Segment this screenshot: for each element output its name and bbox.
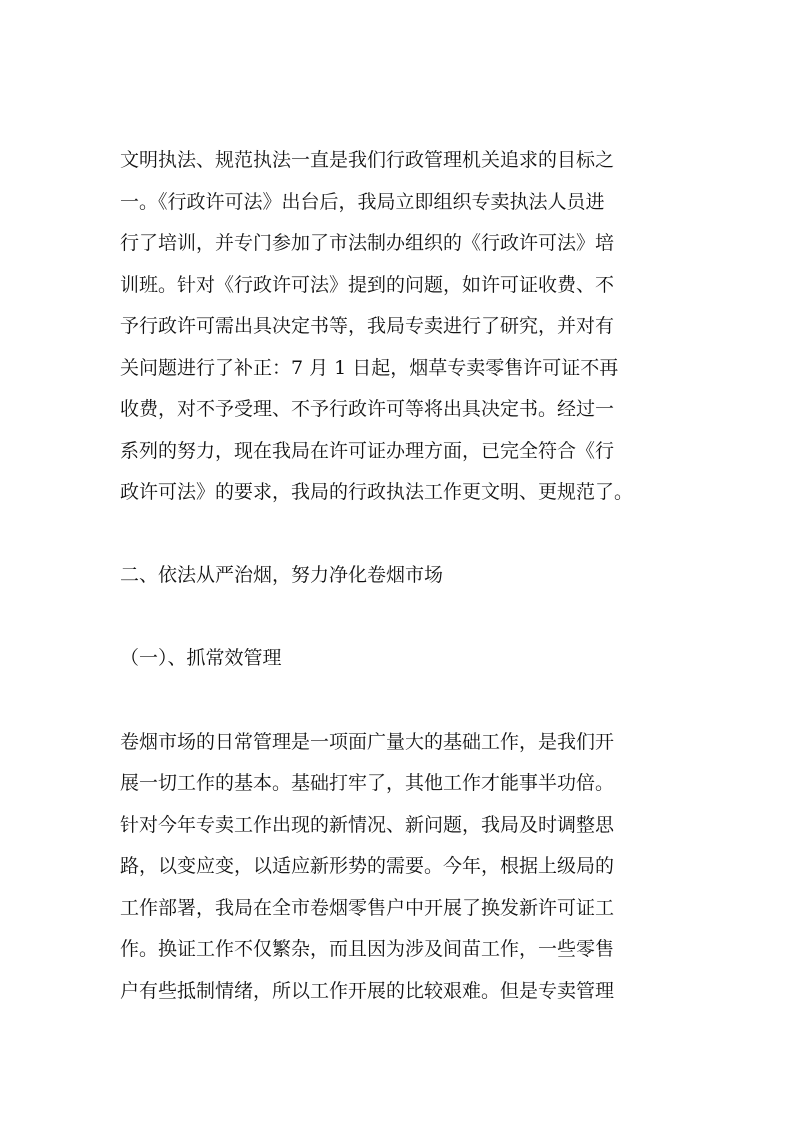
paragraph-2-line-7: 户有些抵制情绪，所以工作开展的比较艰难。但是专卖管理: [120, 980, 615, 1002]
paragraph-2-line-6: 作。换证工作不仅繁杂，而且因为涉及间苗工作，一些零售: [120, 938, 615, 960]
paragraph-2-line-3: 针对今年专卖工作出现的新情况、新问题，我局及时调整思: [120, 814, 615, 836]
paragraph-1-line-9: 政许可法》的要求，我局的行政执法工作更文明、更规范了。: [120, 481, 634, 503]
section-heading: 二、依法从严治烟，努力净化卷烟市场: [120, 564, 444, 586]
paragraph-1-line-4: 训班。针对《行政许可法》提到的问题，如许可证收费、不: [120, 274, 615, 296]
paragraph-1-line-8: 系列的努力，现在我局在许可证办理方面，已完全符合《行: [120, 440, 615, 462]
paragraph-1-line-6: 关问题进行了补正：7 月 1 日起，烟草专卖零售许可证不再: [120, 357, 619, 379]
paragraph-1-line-3: 行了培训，并专门参加了市法制办组织的《行政许可法》培: [120, 232, 615, 254]
paragraph-2-line-1: 卷烟市场的日常管理是一项面广量大的基础工作，是我们开: [120, 731, 615, 753]
paragraph-1-line-2: 一。《行政许可法》出台后，我局立即组织专卖执法人员进: [120, 191, 605, 213]
paragraph-2-line-2: 展一切工作的基本。基础打牢了，其他工作才能事半功倍。: [120, 772, 615, 794]
paragraph-1-line-5: 予行政许可需出具决定书等，我局专卖进行了研究，并对有: [120, 315, 615, 337]
subsection-heading: （一）、抓常效管理: [120, 647, 282, 669]
paragraph-2-line-4: 路，以变应变，以适应新形势的需要。今年，根据上级局的: [120, 855, 615, 877]
paragraph-1-line-1: 文明执法、规范执法一直是我们行政管理机关追求的目标之: [120, 149, 615, 171]
paragraph-2-line-5: 工作部署，我局在全市卷烟零售户中开展了换发新许可证工: [120, 897, 615, 919]
paragraph-1-line-7: 收费，对不予受理、不予行政许可等将出具决定书。经过一: [120, 398, 615, 420]
